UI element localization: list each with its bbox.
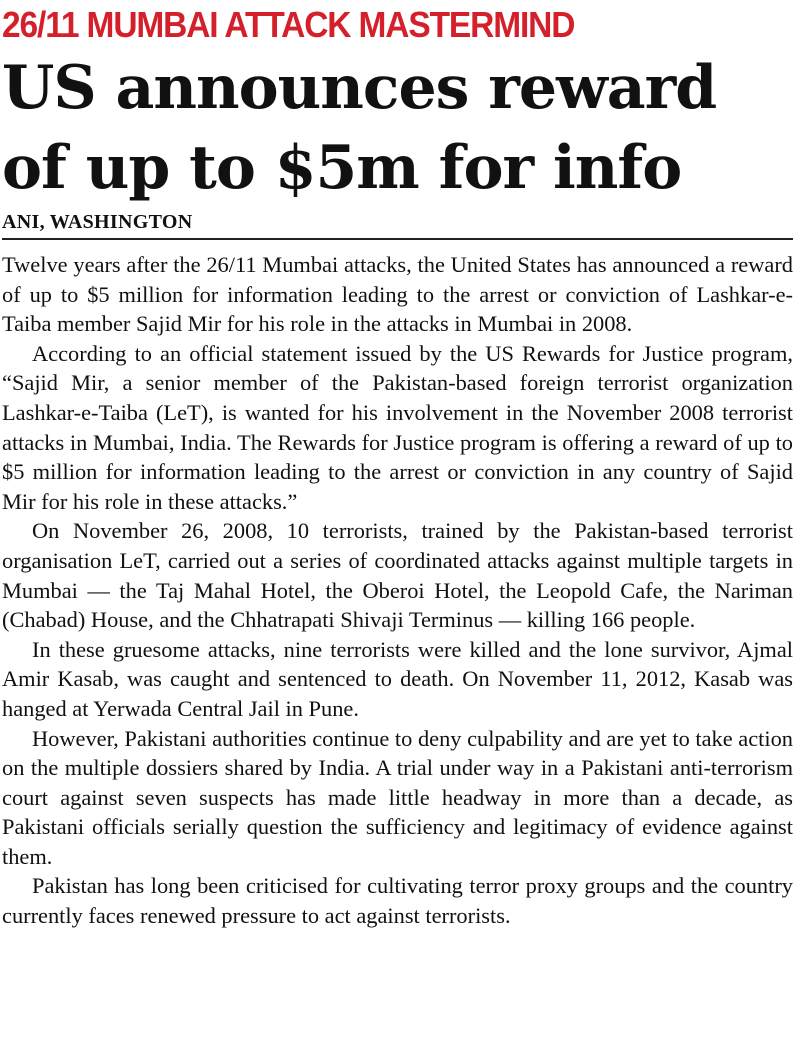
headline-line-1: US announces reward (2, 53, 717, 123)
article-byline: ANI, WASHINGTON (2, 211, 193, 233)
article-paragraph: However, Pakistani authorities continue to deny culpability and are yet to take action on the multiple dossiers shared by India. A trial under way in a Pakistani anti-terrorism court against seven suspects has made little headway in more than a decade, as Pakistani officials serially question the sufficiency and legitimacy of evidence against them. (2, 725, 793, 869)
article-paragraph: Pakistan has long been criticised for cultivating terror proxy groups and the country currently faces renewed pressure to act against terrorists. (2, 873, 793, 929)
headline-divider (2, 238, 793, 240)
article-headline (2, 48, 792, 208)
article-paragraph: According to an official statement issued by the US Rewards for Justice program, “Sajid Mir, a senior member of the Pakistan-based foreign terrorist organization Lashkar-e-Taiba (LeT), is wanted for his involvement in the November 2008 terrorist attacks in Mumbai, India. The Rewards for Justice program is offering a reward of up to $5 million for information leading to the arrest or conviction in any country of Sajid Mir for his role in these attacks.” (2, 340, 793, 514)
article-body (2, 250, 793, 931)
article-paragraph: In these gruesome attacks, nine terrorists were killed and the lone survivor, Ajmal Amir Kasab, was caught and sentenced to death. On November 11, 2012, Kasab was hanged at Yerwada Central Jail in Pune. (2, 636, 793, 721)
article-paragraph: On November 26, 2008, 10 terrorists, trained by the Pakistan-based terrorist organisation LeT, carried out a series of coordinated attacks against multiple targets in Mumbai — the Taj Mahal Hotel, the Oberoi Hotel, the Leopold Cafe, the Nariman (Chabad) House, and the Chhatrapati Shivaji Terminus — killing 166 people. (2, 518, 793, 633)
headline-line-2: of up to $5m for info (2, 133, 682, 203)
article-paragraph: Twelve years after the 26/11 Mumbai attacks, the United States has announced a reward of up to $5 million for information leading to the arrest or conviction of Lashkar-e-Taiba member Sajid Mir for his role in the attacks in Mumbai in 2008. (2, 252, 793, 337)
article-kicker: 26/11 MUMBAI ATTACK MASTERMIND (2, 4, 575, 45)
